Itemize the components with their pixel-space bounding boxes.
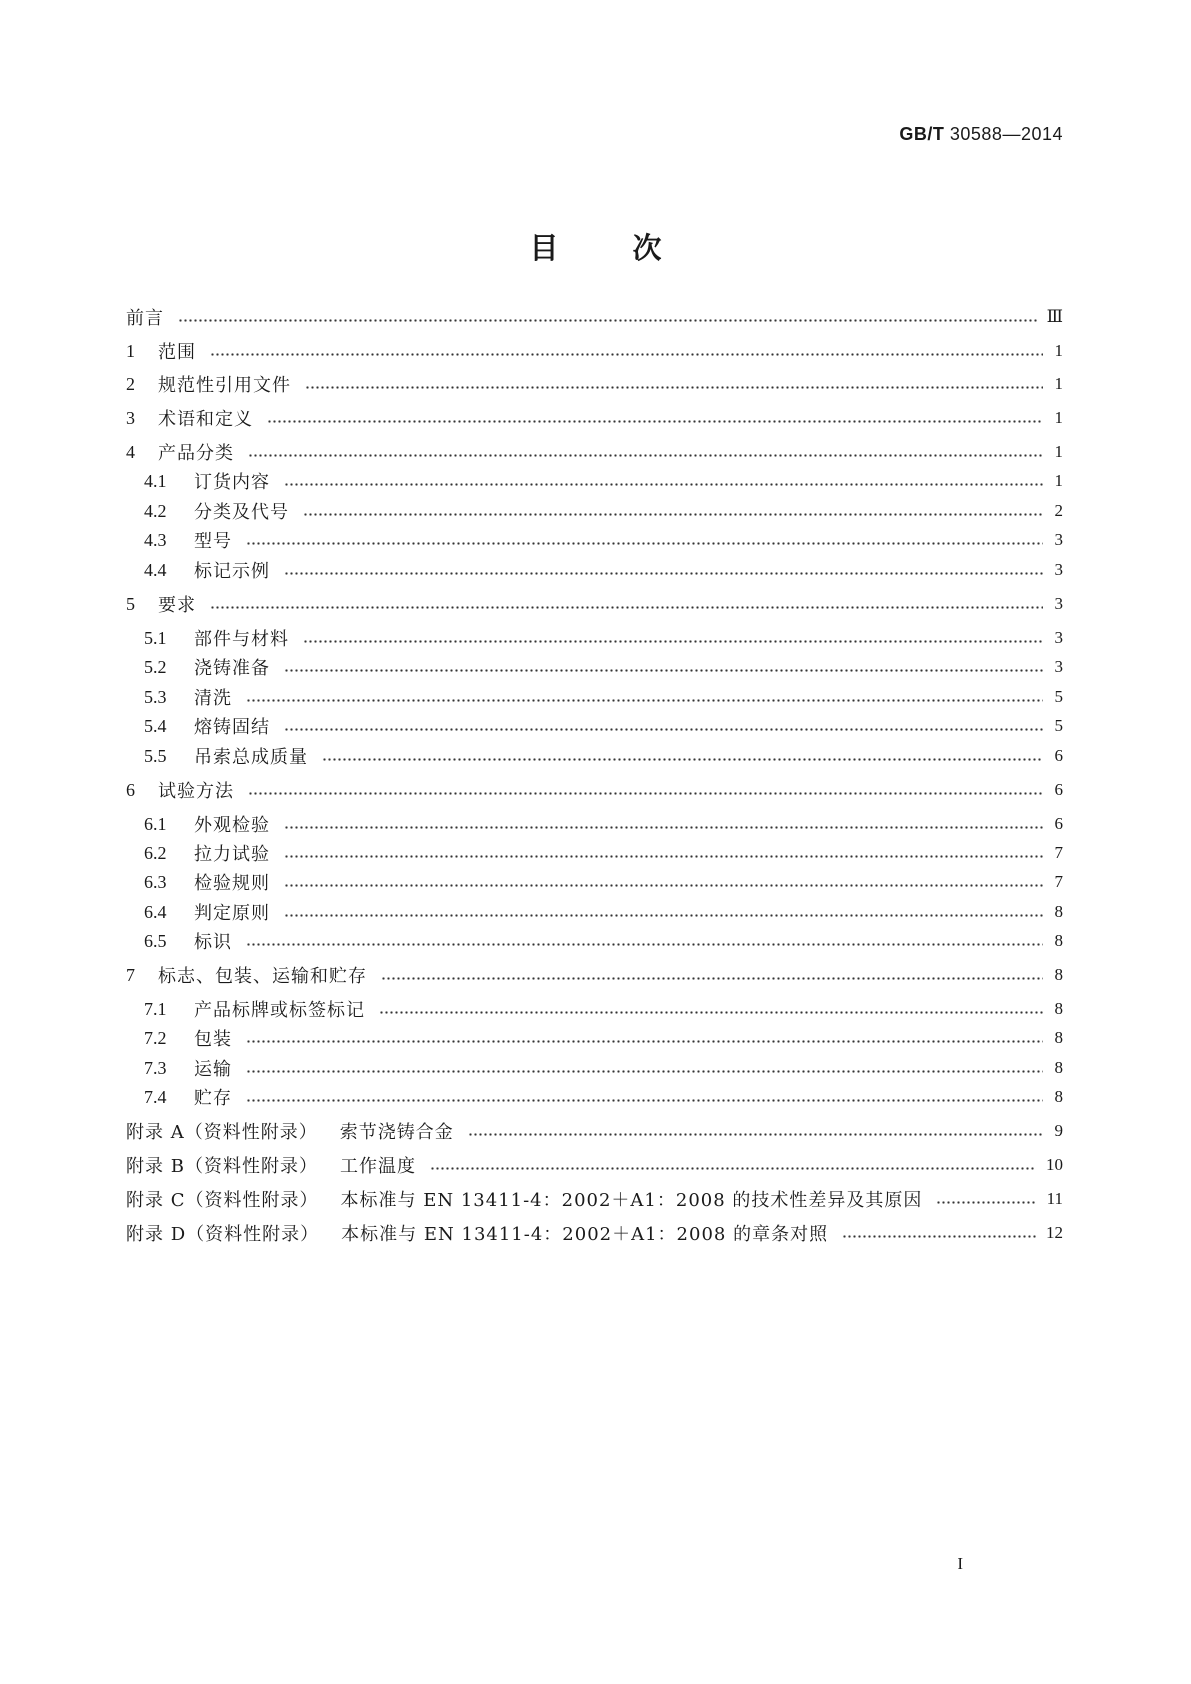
- toc-entry-title: 型号: [194, 531, 232, 552]
- toc-appendix-label: 附录 B（资料性附录）: [126, 1156, 318, 1177]
- toc-entry-title: 吊索总成质量: [194, 747, 308, 768]
- toc-entry-title: 贮存: [194, 1088, 232, 1109]
- toc-leader-dots: [246, 542, 1043, 545]
- toc-entry-7-4[interactable]: [0, 1082, 1063, 1112]
- toc-entry-page: 8: [1054, 1087, 1063, 1106]
- toc-entry-number: 6.2: [144, 842, 167, 863]
- toc-entry-title: 标志、包装、运输和贮存: [158, 966, 367, 987]
- toc-entry-appendix-d[interactable]: [0, 1218, 1063, 1248]
- toc-entry-6-5[interactable]: [0, 926, 1063, 956]
- toc-entry-4-1[interactable]: [0, 466, 1063, 496]
- toc-entry-number: 7.2: [144, 1027, 167, 1048]
- toc-entry-1[interactable]: [0, 336, 1063, 366]
- toc-entry-title: 工作温度: [339, 1156, 416, 1177]
- toc-entry-page: 8: [1054, 1028, 1063, 1047]
- toc-entry-page: 3: [1054, 628, 1063, 647]
- toc-entry-page: 3: [1054, 560, 1063, 579]
- toc-leader-dots: [246, 699, 1043, 702]
- toc-entry-number: 5.2: [144, 656, 167, 677]
- toc-leader-dots: [284, 669, 1043, 672]
- toc-entry-title: 本标准与 EN 13411-4：2002＋A1：2008 的章条对照: [341, 1224, 829, 1245]
- toc-leader-dots: [267, 420, 1043, 423]
- toc-entry-page: 8: [1054, 999, 1063, 1018]
- toc-leader-dots: [284, 884, 1043, 887]
- toc-entry-4-2[interactable]: [0, 496, 1063, 526]
- toc-leader-dots: [381, 977, 1043, 980]
- toc-entry-5-1[interactable]: [0, 623, 1063, 653]
- toc-entry-6-3[interactable]: [0, 867, 1063, 897]
- toc-leader-dots: [303, 513, 1043, 516]
- toc-entry-page: 8: [1054, 1058, 1063, 1077]
- toc-entry-title: 拉力试验: [194, 844, 270, 865]
- toc-entry-title: 运输: [194, 1059, 232, 1080]
- toc-leader-dots: [284, 572, 1043, 575]
- toc-leader-dots: [430, 1167, 1036, 1170]
- toc-entry-number: 4.4: [144, 559, 167, 580]
- toc-appendix-label: 附录 C（资料性附录）: [126, 1190, 319, 1211]
- toc-entry-appendix-b[interactable]: [0, 1150, 1063, 1180]
- toc-entry-title: 检验规则: [194, 873, 270, 894]
- toc-leader-dots: [248, 454, 1043, 457]
- toc-entry-page: Ⅲ: [1046, 307, 1063, 326]
- toc-entry-6[interactable]: [0, 775, 1063, 805]
- toc-entry-3[interactable]: [0, 403, 1063, 433]
- toc-entry-title: 产品标牌或标签标记: [194, 1000, 365, 1021]
- standard-code: 30588—2014: [949, 124, 1063, 144]
- toc-entry-title: 标记示例: [194, 561, 270, 582]
- toc-entry-title: 前言: [126, 308, 164, 329]
- toc-entry-page: 1: [1054, 341, 1063, 360]
- toc-entry-6-1[interactable]: [0, 809, 1063, 839]
- toc-entry-number: 4: [126, 441, 135, 462]
- toc-leader-dots: [246, 1070, 1043, 1073]
- toc-entry-4-3[interactable]: [0, 525, 1063, 555]
- toc-entry-4-4[interactable]: [0, 555, 1063, 585]
- toc-entry-number: 7.4: [144, 1086, 167, 1107]
- toc-entry-page: 3: [1054, 530, 1063, 549]
- toc-entry-5-4[interactable]: [0, 711, 1063, 741]
- toc-entry-number: 5.1: [144, 627, 167, 648]
- toc-entry-page: 7: [1054, 872, 1063, 891]
- toc-entry-appendix-a[interactable]: [0, 1116, 1063, 1146]
- toc-leader-dots: [284, 914, 1043, 917]
- toc-entry-7-1[interactable]: [0, 994, 1063, 1024]
- toc-entry-appendix-c[interactable]: [0, 1184, 1063, 1214]
- toc-leader-dots: [246, 1099, 1043, 1102]
- toc-entry-page: 9: [1054, 1121, 1063, 1140]
- toc-leader-dots: [322, 758, 1043, 761]
- toc-entry-number: 1: [126, 340, 135, 361]
- toc-entry-page: 2: [1054, 501, 1063, 520]
- toc-leader-dots: [210, 606, 1043, 609]
- toc-entry-5-5[interactable]: [0, 741, 1063, 771]
- toc-entry-5[interactable]: [0, 589, 1063, 619]
- toc-entry-7-2[interactable]: [0, 1023, 1063, 1053]
- toc-entry-title: 浇铸准备: [194, 658, 270, 679]
- toc-leader-dots: [379, 1011, 1043, 1014]
- toc-entry-page: 8: [1054, 902, 1063, 921]
- toc-entry-number: 5.4: [144, 715, 167, 736]
- toc-entry-6-4[interactable]: [0, 897, 1063, 927]
- toc-entry-number: 6.5: [144, 930, 167, 951]
- toc-entry-title: 索节浇铸合金: [339, 1122, 454, 1143]
- toc-entry-7-3[interactable]: [0, 1053, 1063, 1083]
- toc-entry-title: 包装: [194, 1029, 232, 1050]
- toc-entry-title: 范围: [158, 342, 196, 363]
- toc-entry-title: 产品分类: [158, 443, 234, 464]
- toc-entry-title: 要求: [158, 595, 196, 616]
- toc-leader-dots: [468, 1133, 1043, 1136]
- toc-entry-page: 6: [1054, 814, 1063, 833]
- toc-entry-number: 7.3: [144, 1057, 167, 1078]
- toc-entry-title: 部件与材料: [194, 629, 289, 650]
- page-folio: I: [957, 1554, 963, 1573]
- toc-entry-5-3[interactable]: [0, 682, 1063, 712]
- toc-entry-title: 术语和定义: [158, 409, 253, 430]
- page-title-part1: 目: [529, 231, 559, 265]
- toc-entry-title: 判定原则: [194, 903, 270, 924]
- toc-entry-6-2[interactable]: [0, 838, 1063, 868]
- toc-entry-page: 6: [1054, 746, 1063, 765]
- toc-entry-number: 4.1: [144, 470, 167, 491]
- toc-entry-page: 5: [1054, 687, 1063, 706]
- toc-entry-foreword[interactable]: [0, 302, 1063, 332]
- toc-entry-title: 标识: [194, 932, 232, 953]
- toc-entry-number: 5.3: [144, 686, 167, 707]
- toc-leader-dots: [936, 1201, 1036, 1204]
- toc-entry-number: 7: [126, 964, 135, 985]
- toc-leader-dots: [246, 1040, 1043, 1043]
- toc-entry-number: 6.3: [144, 871, 167, 892]
- toc-entry-number: 4.2: [144, 500, 167, 521]
- toc-entry-page: 8: [1054, 931, 1063, 950]
- toc-entry-number: 3: [126, 407, 135, 428]
- toc-entry-page: 1: [1054, 442, 1063, 461]
- toc-entry-page: 1: [1054, 471, 1063, 490]
- toc-entry-page: 7: [1054, 843, 1063, 862]
- toc-entry-page: 10: [1046, 1155, 1063, 1174]
- toc-entry-page: 6: [1054, 780, 1063, 799]
- toc-entry-page: 12: [1046, 1223, 1063, 1242]
- toc-entry-number: 6.4: [144, 901, 167, 922]
- toc-entry-title: 试验方法: [158, 781, 234, 802]
- toc-leader-dots: [842, 1235, 1036, 1238]
- toc-leader-dots: [284, 728, 1043, 731]
- toc-entry-number: 6.1: [144, 813, 167, 834]
- standard-prefix: GB/T: [899, 124, 945, 144]
- toc-leader-dots: [284, 826, 1043, 829]
- toc-entry-number: 6: [126, 779, 135, 800]
- toc-entry-title: 分类及代号: [194, 502, 289, 523]
- toc-entry-page: 1: [1054, 408, 1063, 427]
- toc-leader-dots: [303, 640, 1043, 643]
- toc-entry-page: 3: [1054, 594, 1063, 613]
- toc-leader-dots: [284, 855, 1043, 858]
- toc-entry-number: 5.5: [144, 745, 167, 766]
- toc-leader-dots: [284, 483, 1043, 486]
- toc-leader-dots: [248, 792, 1043, 795]
- toc-entry-4[interactable]: [0, 437, 1063, 467]
- toc-entry-title: 熔铸固结: [194, 717, 270, 738]
- toc-entry-page: 1: [1054, 374, 1063, 393]
- toc-entry-number: 4.3: [144, 529, 167, 550]
- toc-entry-page: 11: [1046, 1189, 1063, 1208]
- toc-appendix-label: 附录 A（资料性附录）: [126, 1122, 318, 1143]
- toc-entry-title: 外观检验: [194, 815, 270, 836]
- toc-entry-2[interactable]: [0, 369, 1063, 399]
- toc-entry-number: 7.1: [144, 998, 167, 1019]
- toc-leader-dots: [210, 353, 1043, 356]
- toc-entry-7[interactable]: [0, 960, 1063, 990]
- toc-entry-title: 规范性引用文件: [158, 375, 291, 396]
- toc-leader-dots: [178, 319, 1037, 322]
- toc-entry-number: 5: [126, 593, 135, 614]
- toc-entry-title: 本标准与 EN 13411-4：2002＋A1：2008 的技术性差异及其原因: [340, 1190, 923, 1211]
- toc-leader-dots: [246, 943, 1043, 946]
- toc-entry-number: 2: [126, 373, 135, 394]
- toc-leader-dots: [305, 386, 1043, 389]
- toc-entry-page: 5: [1054, 716, 1063, 735]
- toc-entry-5-2[interactable]: [0, 652, 1063, 682]
- toc-entry-page: 8: [1054, 965, 1063, 984]
- page-title-part2: 次: [632, 231, 662, 265]
- toc-entry-title: 清洗: [194, 688, 232, 709]
- toc-entry-page: 3: [1054, 657, 1063, 676]
- toc-appendix-label: 附录 D（资料性附录）: [126, 1224, 320, 1245]
- toc-entry-title: 订货内容: [194, 472, 270, 493]
